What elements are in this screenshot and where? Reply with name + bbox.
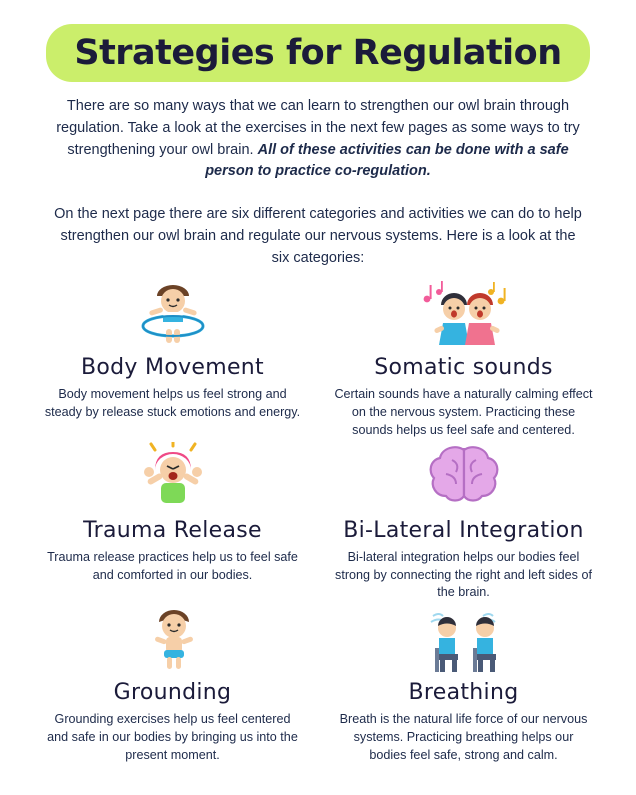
category-breathing — [321, 604, 606, 765]
category-somatic-sounds — [321, 279, 606, 440]
child-hula-hoop-icon — [125, 279, 221, 351]
intro-paragraph-1-text: There are so many ways that we can learn to strengthen our owl brain through regulation. Take a look at the exercises in the next few pages as some ways to try strengthening your owl brain. — [56, 98, 580, 158]
category-description: Certain sounds have a naturally calming effect on the nervous system. Practicing these sounds helps us feel safe and centered. — [334, 387, 593, 437]
category-title: Somatic sounds — [374, 355, 553, 381]
category-description: Grounding exercises help us feel centered and safe in our bodies by bringing us into the present moment. — [47, 712, 298, 763]
intro-paragraph-1-emphasis: All of these activities can be done with a safe person to practice co-regulation. — [205, 141, 569, 180]
category-description: Trauma release practices help us to feel safe and comforted in our bodies. — [47, 549, 298, 582]
category-description: Body movement helps us feel strong and steady by release stuck emotions and energy. — [44, 387, 301, 419]
category-title: Body Movement — [81, 355, 264, 381]
page-title: Strategies for Regulation — [74, 33, 562, 73]
child-barefoot-standing-icon — [125, 604, 221, 676]
page-title-banner — [46, 24, 590, 82]
children-singing-music-notes-icon — [409, 279, 519, 351]
category-bilateral-integration — [321, 442, 606, 603]
child-screaming-icon — [125, 442, 221, 514]
category-grounding — [30, 604, 315, 765]
intro-paragraph-2: On the next page there are six different categories and activities we can do to help strengthen our owl brain and regulate our nervous systems. Here is a look at the six categories: — [54, 206, 582, 267]
category-title: Trauma Release — [83, 517, 262, 543]
category-grid — [30, 279, 606, 765]
category-title: Grounding — [113, 680, 232, 706]
category-title: Bi-Lateral Integration — [343, 517, 584, 543]
two-people-seated-breathing-icon — [409, 604, 519, 676]
intro-paragraph-1 — [56, 96, 580, 183]
category-body-movement — [30, 279, 315, 440]
category-description: Bi-lateral integration helps our bodies feel strong by connecting the right and left sides of the brain. — [335, 549, 592, 600]
category-title: Breathing — [408, 680, 519, 706]
brain-icon — [416, 442, 512, 514]
category-trauma-release — [30, 442, 315, 603]
category-description: Breath is the natural life force of our nervous systems. Practicing breathing helps our bodies feel safe, strong and calm. — [339, 712, 588, 763]
